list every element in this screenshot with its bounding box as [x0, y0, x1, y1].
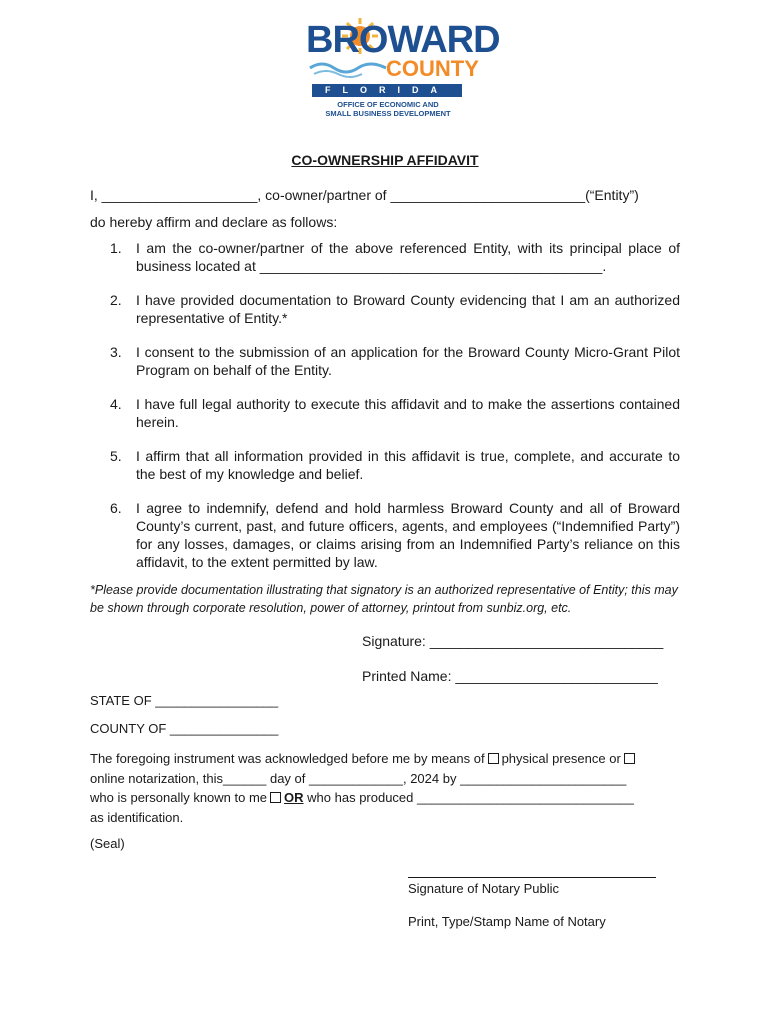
item-number: 3.: [110, 344, 122, 360]
personally-known-checkbox[interactable]: [270, 792, 281, 803]
broward-county-logo: [300, 14, 500, 118]
item-number: 1.: [110, 240, 122, 256]
documentation-footnote: *Please provide documentation illustrating that signatory is an authorized representative of Entity; this may be shown through corporate resolution, power of attorney, printout from sunbiz.org, etc.: [90, 583, 678, 615]
item-text: I have provided documentation to Broward County evidencing that I am an authorized representative of Entity.*: [136, 292, 680, 326]
seal-label: (Seal): [90, 836, 125, 851]
notary-text: as identification.: [90, 809, 184, 825]
list-item: [110, 343, 680, 379]
notary-name-label: Print, Type/Stamp Name of Notary: [408, 914, 606, 929]
list-item: [110, 499, 680, 571]
notary-signature-line[interactable]: [408, 877, 656, 878]
notary-text: who is personally known to me: [90, 790, 268, 805]
declarations-list: [110, 239, 680, 587]
item-text: I have full legal authority to execute this affidavit and to make the assertions contained herein.: [136, 396, 680, 430]
notary-text: physical presence or: [501, 751, 621, 766]
signature-field[interactable]: Signature: ______________________________: [362, 633, 664, 649]
notary-text: online notarization, this______ day of _____________, 2024 by _______________________: [90, 770, 627, 786]
logo-office-line-2: SMALL BUSINESS DEVELOPMENT: [325, 109, 451, 118]
intro-line: I, ____________________, co-owner/partner of _________________________(“Entity”): [90, 187, 639, 203]
item-text: I affirm that all information provided in this affidavit is true, complete, and accurate to the best of my knowledge and belief.: [136, 448, 680, 482]
or-label: OR: [284, 790, 304, 805]
physical-presence-checkbox[interactable]: [488, 753, 499, 764]
logo-name-top: BROWARD: [306, 19, 500, 61]
list-item: [110, 291, 680, 327]
notary-acknowledgment: [90, 749, 682, 827]
notary-text: The foregoing instrument was acknowledged before me by means of: [90, 751, 485, 766]
item-text: I am the co-owner/partner of the above referenced Entity, with its principal place of business located at ____________________________________________.: [136, 240, 680, 274]
online-notarization-checkbox[interactable]: [624, 753, 635, 764]
affirm-line: do hereby affirm and declare as follows:: [90, 214, 338, 230]
item-text: I agree to indemnify, defend and hold harmless Broward County and all of Broward County’s current, past, and future officers, agents, and employees (“Indemnified Party”) for any losses, damages, or claims arising from an Indemnified Party’s reliance on this affidavit, to the extent permitted by law.: [136, 500, 680, 570]
item-number: 2.: [110, 292, 122, 308]
item-number: 6.: [110, 500, 122, 516]
printed-name-field[interactable]: Printed Name: __________________________: [362, 668, 658, 684]
wave-icon: [308, 58, 388, 78]
notary-signature-label: Signature of Notary Public: [408, 881, 560, 896]
document-title: CO-OWNERSHIP AFFIDAVIT: [291, 152, 479, 168]
item-text: I consent to the submission of an application for the Broward County Micro-Grant Pilot Program on behalf of the Entity.: [136, 344, 680, 378]
county-field[interactable]: COUNTY OF _______________: [90, 721, 279, 736]
logo-state-bar: FLORIDA: [312, 84, 462, 97]
item-number: 5.: [110, 448, 122, 464]
item-number: 4.: [110, 396, 122, 412]
logo-office-text: [308, 100, 468, 118]
list-item: [110, 395, 680, 431]
list-item: [110, 239, 680, 275]
logo-name-bottom: COUNTY: [386, 56, 479, 81]
notary-text: who has produced ______________________________: [307, 790, 634, 805]
logo-office-line-1: OFFICE OF ECONOMIC AND: [337, 100, 439, 109]
list-item: [110, 447, 680, 483]
state-field[interactable]: STATE OF _________________: [90, 693, 279, 708]
